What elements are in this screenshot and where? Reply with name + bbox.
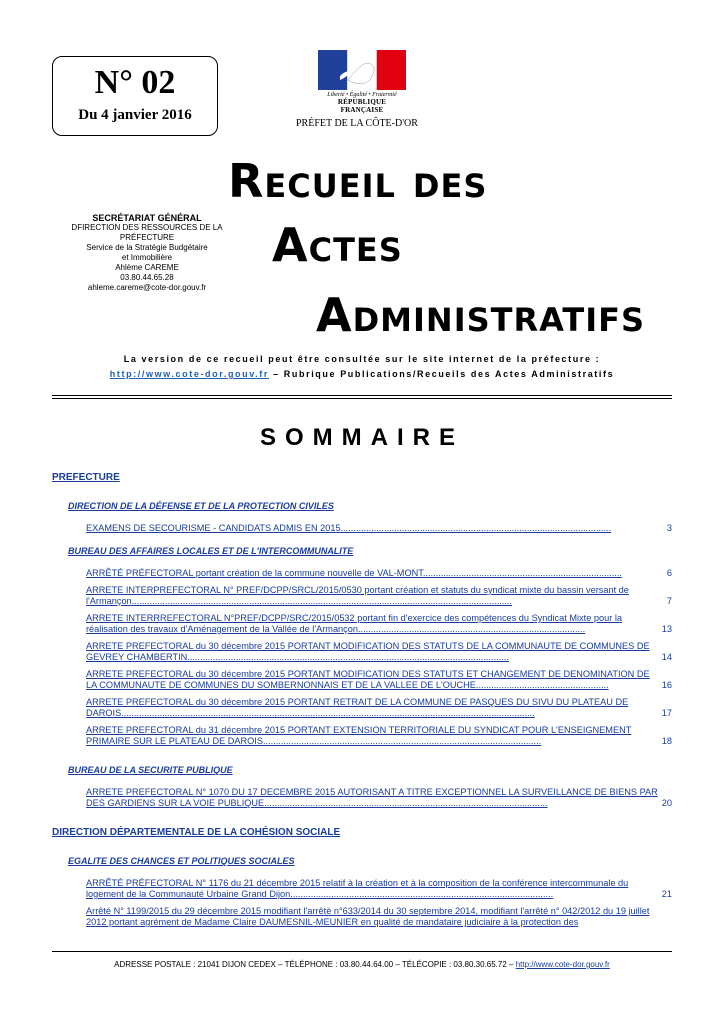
toc-entry[interactable]: ARRETE PREFECTORAL du 30 décembre 2015 PORTANT MODIFICATION DES STATUTS ET CHANGEMENT DE DENOMINATION DE LA COMMUNAUTE DE COMMUNES DU SOMBERNONNAIS ET DE LA VALLEE DE L'OUCHE.................................................... 16 [86,669,672,690]
toc-subsection[interactable]: BUREAU DE LA SECURITE PUBLIQUE [68,765,233,775]
double-rule [52,395,672,399]
toc-subsection[interactable]: DIRECTION DE LA DÉFENSE ET DE LA PROTECTION CIVILES [68,501,334,511]
toc-subsection[interactable]: BUREAU DES AFFAIRES LOCALES ET DE L'INTERCOMMUNALITE [68,546,354,556]
secretariat-block [62,213,232,293]
logo-motto: Liberté • Égalité • Fraternité [327,92,397,98]
toc-page-number: 21 [661,889,672,899]
secretariat-title: SECRÉTARIAT GÉNÉRAL [92,213,202,223]
issue-box [52,56,218,136]
title-line-2: Actes [272,218,403,272]
toc-entry[interactable]: ARRETE PREFECTORAL du 30 décembre 2015 PORTANT RETRAIT DE LA COMMUNE DE PASQUES DU SIVU DU PLATEAU DE DAROIS.................................................................................................................................................................. 17 [86,697,672,718]
notice [52,352,672,382]
title-line-3: Administratifs [316,288,646,342]
toc-page-number: 18 [661,736,672,746]
toc-page-number: 14 [661,652,672,662]
footer-rule [52,951,672,952]
secretariat-email: ahleme.careme@cote-dor.gouv.fr [87,283,207,292]
toc-entry[interactable]: ARRETE PREFECTORAL du 30 décembre 2015 PORTANT MODIFICATION DES STATUTS DE LA COMMUNAUTE DE COMMUNES DE GEVREY CHAMBERTIN.............................................................................................................................. 14 [86,641,672,662]
issue-number: N° 02 [94,64,176,101]
footer-address: ADRESSE POSTALE : 21041 DIJON CEDEX – TÉLÉPHONE : 03.80.44.64.00 – TÉLÉCOPIE : 03.80.30.65.72 – [114,960,516,969]
website-link[interactable]: http://www.cote-dor.gouv.fr [109,369,269,379]
toc-entry[interactable]: ARRETE INTERRREFECTORAL N°PREF/DCPP/SRC/2015/0532 portant fin d'exercice des compétences du Syndicat Mixte pour la réalisation des travaux d'Aménagement de la Vallée de l'Armançon......................................................................................... 13 [86,613,672,634]
toc-entry[interactable]: ARRETE INTERPREFECTORAL N° PREF/DCPP/SRCL/2015/0530 portant création et statuts du syndicat mixte du bassin versant de l'Armançon..................................................................................................................................................... 7 [86,585,672,606]
issue-date: Du 4 janvier 2016 [78,107,192,123]
prefet-label: PRÉFET DE LA CÔTE-D'OR [296,118,418,129]
toc-entry[interactable]: EXAMENS DE SECOURISME - CANDIDATS ADMIS EN 2015.......................................................................................................... 3 [86,523,672,533]
footer-website-link[interactable]: http://www.cote-dor.gouv.fr [515,960,610,969]
toc-page-number: 17 [661,708,672,718]
secretariat-line: et Immobilière [121,253,173,262]
footer [52,960,672,969]
toc-page-number: 16 [661,680,672,690]
marianne-flag-icon [318,50,406,90]
table-of-contents [52,472,672,928]
toc-entry[interactable]: ARRETE PREFECTORAL du 31 décembre 2015 PORTANT EXTENSION TERRITORIALE DU SYNDICAT POUR L'ENSEIGNEMENT PRIMAIRE SUR LE PLATEAU DE DAROIS............................................................................................................. 18 [86,725,672,746]
secretariat-line: Ahlème CAREME [115,263,179,272]
notice-rubrique: – Rubrique Publications/Recueils des Actes Administratifs [269,369,615,379]
toc-page-number: 6 [666,568,672,578]
republic-logo [318,50,406,114]
toc-entry[interactable]: Arrêté N° 1199/2015 du 29 décembre 2015 modifiant l'arrêté n°633/2014 du 30 septembre 2014, modifiant l'arrêté n° 042/2012 du 19 juillet 2012 portant agrément de Madame Claire DAUMESNIL-MEUNIER en qualité de mandataire judiciaire à la protection des [86,906,650,927]
logo-republic: RÉPUBLIQUE FRANÇAISE [337,98,387,114]
toc-subsection[interactable]: EGALITE DES CHANCES ET POLITIQUES SOCIALES [68,856,295,866]
secretariat-line: PRÉFECTURE [119,233,175,242]
toc-page-number: 13 [661,624,672,634]
toc-section[interactable]: DIRECTION DÉPARTEMENTALE DE LA COHÉSION SOCIALE [52,827,341,838]
toc-page-number: 20 [661,798,672,808]
secretariat-line: Service de la Stratégie Budgétaire [86,243,208,252]
secretariat-line: 03.80.44.65.28 [120,273,174,282]
toc-section[interactable]: PREFECTURE [52,472,120,483]
notice-line-1: La version de ce recueil peut être consultée sur le site internet de la préfecture : [123,354,601,364]
toc-page-number: 3 [666,523,672,533]
toc-page-number: 7 [666,596,672,606]
sommaire-heading: SOMMAIRE [260,424,464,451]
toc-entry[interactable]: ARRÊTÉ PRÉFECTORAL N° 1176 du 21 décembre 2015 relatif à la création et à la composition de la conférence intercommunale du logement de la Communauté Urbaine Grand Dijon....................................................................................................... 21 [86,878,672,899]
secretariat-line: DFIRECTION DES RESSOURCES DE LA [71,223,223,232]
toc-entry[interactable]: ARRÊTÉ PRÉFECTORAL portant création de la commune nouvelle de VAL-MONT.............................................................................. 6 [86,568,672,578]
notice-line-2 [52,367,672,382]
title-line-1: Recueil des [228,154,488,208]
toc-entry[interactable]: ARRETE PREFECTORAL N° 1070 DU 17 DECEMBRE 2015 AUTORISANT A TITRE EXCEPTIONNEL LA SURVEILLANCE DE BIENS PAR DES GARDIENS SUR LA VOIE PUBLIQUE............................................................................................................... 20 [86,787,672,808]
